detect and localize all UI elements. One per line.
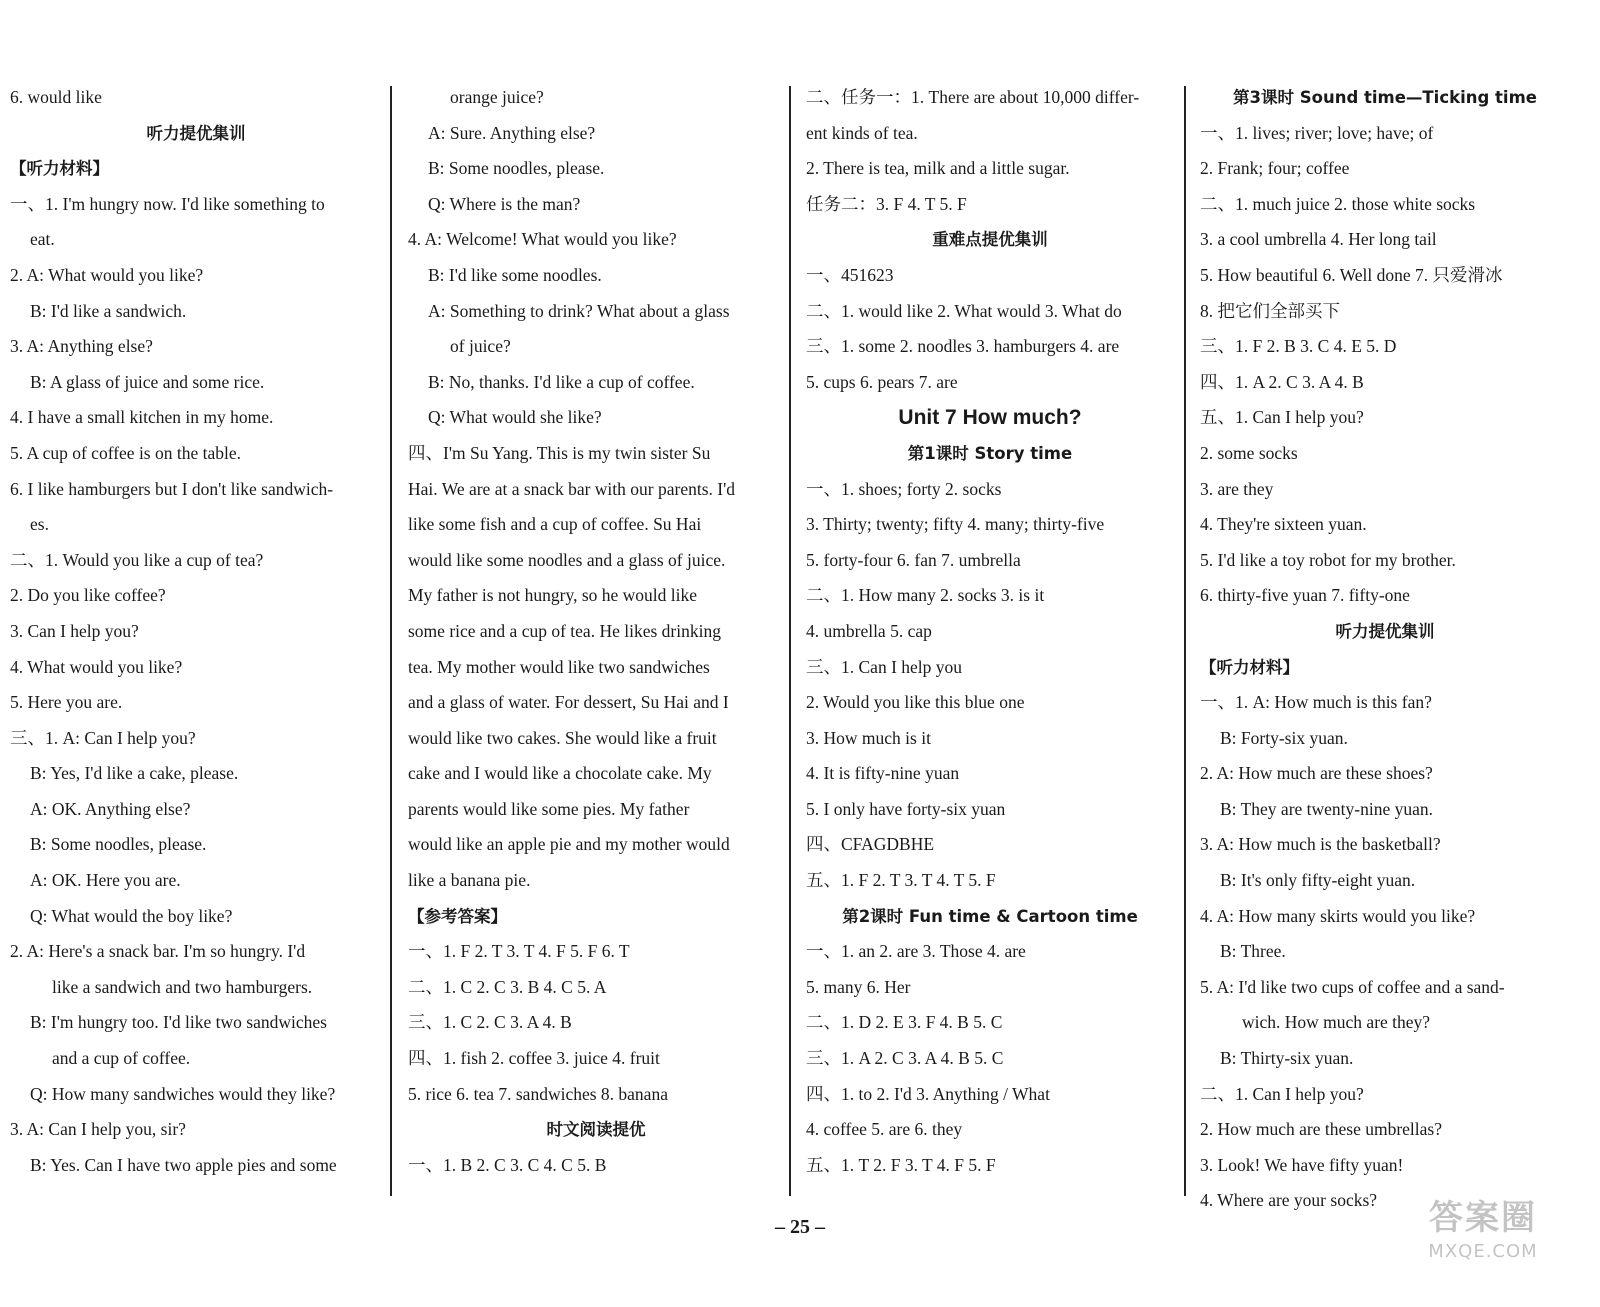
text-line: 【听力材料】 [10, 159, 109, 179]
text-line: 4. Where are your socks? [1200, 1190, 1378, 1211]
text-line: of juice? [450, 336, 511, 357]
text-line: orange juice? [450, 87, 544, 107]
text-line: 4. coffee 5. are 6. they [806, 1119, 963, 1140]
text-line: 3. Look! We have fifty yuan! [1200, 1154, 1404, 1175]
text-line: would like two cakes. She would like a fruit [408, 727, 717, 748]
text-line: 5. cups 6. pears 7. are [806, 371, 958, 392]
text-line: 3. A: Anything else? [10, 336, 153, 357]
text-line: 二、1. How many 2. socks 3. is it [806, 585, 1045, 606]
text-line: 第1课时 Story time [907, 443, 1073, 463]
text-line: 重难点提优集训 [932, 230, 1048, 250]
text-line: 任务二：3. F 4. T 5. F [806, 193, 967, 214]
text-line: B: I'd like a sandwich. [30, 300, 187, 321]
text-line: 5. many 6. Her [806, 976, 911, 997]
text-line: 2. Would you like this blue one [806, 692, 1025, 713]
text-line: 2. some socks [1200, 442, 1298, 463]
text-line: 二、1. D 2. E 3. F 4. B 5. C [806, 1012, 1003, 1033]
text-line: B: Yes, I'd like a cake, please. [30, 763, 239, 784]
text-line: B: Some noodles, please. [30, 834, 207, 855]
text-line: 三、1. some 2. noodles 3. hamburgers 4. are [806, 336, 1120, 357]
text-line: would like an apple pie and my mother would [408, 834, 730, 855]
column-divider [1184, 86, 1186, 1196]
text-line: 一、1. I'm hungry now. I'd like something to [10, 193, 325, 214]
text-line: 一、451623 [806, 264, 894, 285]
text-line: 四、I'm Su Yang. This is my twin sister Su [408, 442, 711, 463]
text-line: some rice and a cup of tea. He likes drinking [408, 620, 721, 641]
text-line: B: It's only fifty-eight yuan. [1220, 870, 1416, 891]
text-line: Q: How many sandwiches would they like? [30, 1083, 336, 1104]
column-1 [10, 80, 382, 1183]
text-line: B: Forty-six yuan. [1220, 727, 1348, 748]
text-line: 二、1. much juice 2. those white socks [1200, 193, 1476, 214]
text-line: B: I'm hungry too. I'd like two sandwiches [30, 1012, 327, 1033]
text-line: 2. Do you like coffee? [10, 585, 166, 606]
text-line: B: I'd like some noodles. [428, 264, 602, 285]
text-line: 5. A cup of coffee is on the table. [10, 442, 242, 463]
text-line: Q: What would she like? [428, 407, 602, 428]
text-line: wich. How much are they? [1242, 1012, 1431, 1033]
text-line: 5. How beautiful 6. Well done 7. 只爱滑冰 [1200, 264, 1503, 285]
column-3 [806, 80, 1174, 1183]
text-line: 一、1. an 2. are 3. Those 4. are [806, 941, 1026, 962]
text-line: 五、1. T 2. F 3. T 4. F 5. F [806, 1154, 996, 1175]
column-4 [1200, 80, 1570, 1219]
text-line: 5. I'd like a toy robot for my brother. [1200, 549, 1456, 570]
text-line: Hai. We are at a snack bar with our parents. I'd [408, 478, 735, 499]
column-divider [789, 86, 791, 1196]
text-line: 第3课时 Sound time—Ticking time [1233, 88, 1537, 107]
text-line: A: Sure. Anything else? [428, 122, 596, 143]
text-line: es. [30, 514, 49, 535]
text-line: 二、任务一：1. There are about 10,000 differ- [806, 87, 1140, 107]
text-line: B: Thirty-six yuan. [1220, 1048, 1354, 1069]
text-line: 4. I have a small kitchen in my home. [10, 407, 274, 428]
text-line: would like some noodles and a glass of juice. [408, 549, 726, 570]
text-line: Q: What would the boy like? [30, 905, 233, 926]
text-line: 3. Thirty; twenty; fifty 4. many; thirty-five [806, 514, 1105, 535]
text-line: 6. I like hamburgers but I don't like sandwich- [10, 478, 334, 499]
text-line: 三、1. C 2. C 3. A 4. B [408, 1012, 572, 1033]
text-line: ent kinds of tea. [806, 122, 918, 143]
text-line: 5. forty-four 6. fan 7. umbrella [806, 549, 1021, 570]
text-line: 2. Frank; four; coffee [1200, 158, 1350, 179]
text-line: 【听力材料】 [1200, 657, 1299, 677]
text-line: B: No, thanks. I'd like a cup of coffee. [428, 371, 695, 392]
text-line: Q: Where is the man? [428, 193, 581, 214]
text-line: 一、1. shoes; forty 2. socks [806, 478, 1002, 499]
text-line: 3. Can I help you? [10, 620, 139, 641]
text-line: like a sandwich and two hamburgers. [52, 976, 313, 997]
text-line: 一、1. B 2. C 3. C 4. C 5. B [408, 1154, 607, 1175]
text-line: and a cup of coffee. [52, 1048, 191, 1069]
text-line: 一、1. lives; river; love; have; of [1200, 122, 1434, 143]
text-line: 三、1. Can I help you [806, 656, 963, 677]
text-line: 4. What would you like? [10, 656, 183, 677]
text-line: B: Three. [1220, 941, 1286, 962]
watermark-bottom: MXQE.COM [1428, 1241, 1538, 1262]
text-line: 一、1. F 2. T 3. T 4. F 5. F 6. T [408, 941, 630, 962]
text-line: 四、1. fish 2. coffee 3. juice 4. fruit [408, 1048, 660, 1069]
text-line: A: OK. Here you are. [30, 870, 181, 891]
text-line: A: Something to drink? What about a glass [428, 300, 730, 321]
text-line: B: They are twenty-nine yuan. [1220, 798, 1434, 819]
text-line: 二、1. Would you like a cup of tea? [10, 549, 264, 570]
text-line: Unit 7 How much? [898, 406, 1082, 430]
text-line: 【参考答案】 [408, 906, 507, 926]
text-line: 3. A: Can I help you, sir? [10, 1119, 186, 1140]
text-line: 二、1. Can I help you? [1200, 1083, 1364, 1104]
text-line: A: OK. Anything else? [30, 798, 191, 819]
text-line: 时文阅读提优 [546, 1120, 646, 1140]
watermark-logo [1403, 1196, 1563, 1280]
text-line: 3. a cool umbrella 4. Her long tail [1200, 229, 1437, 250]
text-line: 5. rice 6. tea 7. sandwiches 8. banana [408, 1083, 668, 1104]
column-2 [408, 80, 784, 1183]
text-line: B: Some noodles, please. [428, 158, 605, 179]
text-line: 2. There is tea, milk and a little sugar. [806, 158, 1070, 179]
text-line: 6. thirty-five yuan 7. fifty-one [1200, 585, 1410, 606]
text-line: like a banana pie. [408, 870, 531, 891]
text-line: B: Yes. Can I have two apple pies and some [30, 1154, 337, 1175]
text-line: 5. A: I'd like two cups of coffee and a sand- [1200, 976, 1505, 997]
text-line: like some fish and a cup of coffee. Su Hai [408, 514, 702, 535]
text-line: My father is not hungry, so he would like [408, 585, 698, 606]
text-line: 5. I only have forty-six yuan [806, 798, 1006, 819]
text-line: 6. would like [10, 87, 102, 107]
text-line: 四、CFAGDBHE [806, 834, 935, 855]
text-line: 3. A: How much is the basketball? [1200, 834, 1441, 855]
text-line: 3. are they [1200, 478, 1274, 499]
text-line: 4. umbrella 5. cap [806, 620, 932, 641]
text-line: eat. [30, 229, 55, 250]
text-line: parents would like some pies. My father [408, 798, 690, 819]
text-line: tea. My mother would like two sandwiches [408, 656, 710, 677]
text-line: 3. How much is it [806, 727, 931, 748]
text-line: 2. A: How much are these shoes? [1200, 763, 1433, 784]
text-line: 4. It is fifty-nine yuan [806, 763, 960, 784]
text-line: 一、1. A: How much is this fan? [1200, 692, 1432, 713]
text-line: 三、1. A 2. C 3. A 4. B 5. C [806, 1048, 1004, 1069]
text-line: 二、1. C 2. C 3. B 4. C 5. A [408, 976, 607, 997]
text-line: and a glass of water. For dessert, Su Hai and I [408, 692, 729, 713]
text-line: 5. Here you are. [10, 692, 123, 713]
text-line: 四、1. A 2. C 3. A 4. B [1200, 371, 1364, 392]
text-line: 五、1. Can I help you? [1200, 407, 1364, 428]
text-line: 五、1. F 2. T 3. T 4. T 5. F [806, 870, 996, 891]
text-line: 2. A: What would you like? [10, 264, 204, 285]
text-line: 4. They're sixteen yuan. [1200, 514, 1367, 535]
text-line: 第2课时 Fun time & Cartoon time [842, 906, 1138, 926]
text-line: 4. A: Welcome! What would you like? [408, 229, 677, 250]
text-line: B: A glass of juice and some rice. [30, 371, 265, 392]
text-line: 二、1. would like 2. What would 3. What do [806, 300, 1122, 321]
column-divider [390, 86, 392, 1196]
text-line: 听力提优集训 [146, 123, 246, 143]
page-number: – 25 – [775, 1216, 825, 1238]
watermark-top: 答案圈 [1429, 1198, 1537, 1238]
text-line: 2. A: Here's a snack bar. I'm so hungry. I'd [10, 941, 306, 962]
text-line: 四、1. to 2. I'd 3. Anything / What [806, 1083, 1050, 1104]
text-line: 三、1. F 2. B 3. C 4. E 5. D [1200, 336, 1397, 357]
text-line: 8. 把它们全部买下 [1200, 300, 1340, 321]
text-line: 三、1. A: Can I help you? [10, 727, 196, 748]
text-line: 听力提优集训 [1335, 621, 1435, 641]
text-line: 2. How much are these umbrellas? [1200, 1119, 1443, 1140]
text-line: 4. A: How many skirts would you like? [1200, 905, 1476, 926]
text-line: cake and I would like a chocolate cake. My [408, 763, 712, 784]
